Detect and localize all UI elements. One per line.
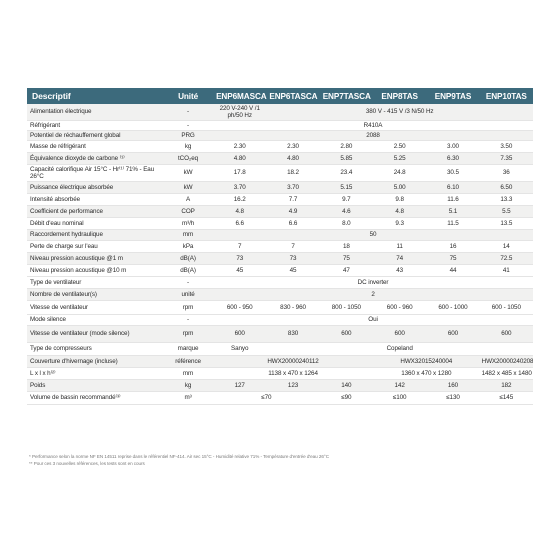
row-value: 182 bbox=[480, 379, 533, 391]
row-value: 4.6 bbox=[320, 205, 373, 217]
row-value: 140 bbox=[320, 379, 373, 391]
row-value: 5.00 bbox=[373, 181, 426, 193]
row-label: Réfrigérant bbox=[27, 120, 163, 130]
row-unit: dB(A) bbox=[163, 252, 213, 264]
row-value: 380 V - 415 V /3 N/50 Hz bbox=[266, 104, 533, 120]
row-value: 14 bbox=[480, 240, 533, 252]
row-value: 127 bbox=[213, 379, 266, 391]
row-value: 830 - 960 bbox=[266, 300, 319, 314]
spec-row bbox=[27, 104, 533, 120]
row-label: Puissance électrique absorbée bbox=[27, 181, 163, 193]
row-label: Poids bbox=[27, 379, 163, 391]
spec-row bbox=[27, 205, 533, 217]
row-value: 4.8 bbox=[373, 205, 426, 217]
row-unit: kg bbox=[163, 140, 213, 152]
row-value: 2.30 bbox=[213, 140, 266, 152]
row-value: 13.5 bbox=[480, 217, 533, 229]
spec-table-body bbox=[27, 104, 533, 404]
spec-row bbox=[27, 164, 533, 181]
spec-row bbox=[27, 140, 533, 152]
row-value: ≤70 bbox=[213, 391, 320, 404]
row-value: 600 bbox=[213, 325, 266, 342]
row-label: Perte de charge sur l'eau bbox=[27, 240, 163, 252]
spec-row bbox=[27, 240, 533, 252]
spec-row bbox=[27, 252, 533, 264]
spec-row bbox=[27, 342, 533, 355]
row-value: 30.5 bbox=[426, 164, 479, 181]
row-unit: kPa bbox=[163, 240, 213, 252]
row-value: 9.8 bbox=[373, 193, 426, 205]
spec-row bbox=[27, 217, 533, 229]
spec-row bbox=[27, 120, 533, 130]
row-value: R410A bbox=[213, 120, 533, 130]
row-value: 2.30 bbox=[266, 140, 319, 152]
row-unit: - bbox=[163, 276, 213, 288]
row-value: 73 bbox=[266, 252, 319, 264]
header-model: ENP8TAS bbox=[373, 88, 426, 104]
row-unit: kg bbox=[163, 379, 213, 391]
row-value: Sanyo bbox=[213, 342, 266, 355]
row-label: Équivalence dioxyde de carbone ⁽¹⁾ bbox=[27, 152, 163, 164]
spec-row bbox=[27, 379, 533, 391]
row-unit: rpm bbox=[163, 325, 213, 342]
row-value: 1138 x 470 x 1264 bbox=[213, 367, 373, 379]
row-label: Mode silence bbox=[27, 314, 163, 325]
row-value: 3.00 bbox=[426, 140, 479, 152]
row-value: 11.6 bbox=[426, 193, 479, 205]
row-value: 45 bbox=[213, 264, 266, 276]
spec-row bbox=[27, 300, 533, 314]
row-value: 600 bbox=[373, 325, 426, 342]
header-model: ENP10TAS bbox=[480, 88, 533, 104]
spec-row bbox=[27, 325, 533, 342]
row-value: 2.80 bbox=[320, 140, 373, 152]
row-value: 8.0 bbox=[320, 217, 373, 229]
row-value: 830 bbox=[266, 325, 319, 342]
row-value: 5.5 bbox=[480, 205, 533, 217]
row-value: 75 bbox=[320, 252, 373, 264]
row-value: 4.8 bbox=[213, 205, 266, 217]
row-label: Niveau pression acoustique @10 m bbox=[27, 264, 163, 276]
row-unit: unité bbox=[163, 288, 213, 300]
row-value: 45 bbox=[266, 264, 319, 276]
row-value: 11.5 bbox=[426, 217, 479, 229]
row-value: ≤100 bbox=[373, 391, 426, 404]
row-value: ≤130 bbox=[426, 391, 479, 404]
row-label: L x l x h⁽²⁾ bbox=[27, 367, 163, 379]
header-model: ENP7TASCA bbox=[320, 88, 373, 104]
spec-row bbox=[27, 276, 533, 288]
row-value: 7 bbox=[266, 240, 319, 252]
footnote: * Performance selon la norme NF EN 14511 reprise dans le référentiel NF-414. Air sec 15°C - Humidité relative 71% - Température d'entrée d'eau 26°C bbox=[29, 454, 329, 459]
row-unit: rpm bbox=[163, 300, 213, 314]
row-value: 220 V-240 V /1 ph/50 Hz bbox=[213, 104, 266, 120]
row-value: 16 bbox=[426, 240, 479, 252]
row-label: Vitesse de ventilateur (mode silence) bbox=[27, 325, 163, 342]
row-unit: kW bbox=[163, 164, 213, 181]
header-model: ENP9TAS bbox=[426, 88, 479, 104]
row-unit: mm bbox=[163, 229, 213, 240]
row-value: 3.50 bbox=[480, 140, 533, 152]
row-label: Potentiel de réchauffement global bbox=[27, 130, 163, 140]
spec-table bbox=[27, 88, 533, 405]
row-value: 9.7 bbox=[320, 193, 373, 205]
row-value: 17.8 bbox=[213, 164, 266, 181]
row-value: 74 bbox=[373, 252, 426, 264]
row-value: HWX32015240004 bbox=[373, 355, 480, 367]
row-value: 4.80 bbox=[213, 152, 266, 164]
row-value: HWX20000240208 bbox=[480, 355, 533, 367]
row-value: ≤90 bbox=[320, 391, 373, 404]
row-value: 7 bbox=[213, 240, 266, 252]
row-label: Intensité absorbée bbox=[27, 193, 163, 205]
row-label: Alimentation électrique bbox=[27, 104, 163, 120]
row-value: 600 - 950 bbox=[213, 300, 266, 314]
row-value: 4.80 bbox=[266, 152, 319, 164]
row-unit: PRG bbox=[163, 130, 213, 140]
row-unit: référence bbox=[163, 355, 213, 367]
row-value: 11 bbox=[373, 240, 426, 252]
footnotes bbox=[29, 453, 529, 467]
row-label: Capacité calorifique Air 15°C - Hr⁽¹⁾ 71% - Eau 26°C bbox=[27, 164, 163, 181]
row-value: 6.50 bbox=[480, 181, 533, 193]
row-label: Vitesse de ventilateur bbox=[27, 300, 163, 314]
row-value: 800 - 1050 bbox=[320, 300, 373, 314]
row-value: ≤145 bbox=[480, 391, 533, 404]
row-value: 75 bbox=[426, 252, 479, 264]
row-value: 23.4 bbox=[320, 164, 373, 181]
row-value: 3.70 bbox=[213, 181, 266, 193]
row-unit: m³ bbox=[163, 391, 213, 404]
row-value: 600 - 1000 bbox=[426, 300, 479, 314]
row-value: 123 bbox=[266, 379, 319, 391]
row-value: 3.70 bbox=[266, 181, 319, 193]
row-value: Oui bbox=[213, 314, 533, 325]
row-value: 9.3 bbox=[373, 217, 426, 229]
row-value: 43 bbox=[373, 264, 426, 276]
header-descriptif: Descriptif bbox=[27, 88, 163, 104]
spec-row bbox=[27, 181, 533, 193]
row-value: 5.25 bbox=[373, 152, 426, 164]
row-value: 160 bbox=[426, 379, 479, 391]
row-value: 47 bbox=[320, 264, 373, 276]
row-value: 4.9 bbox=[266, 205, 319, 217]
row-value: 18 bbox=[320, 240, 373, 252]
row-value: 2088 bbox=[213, 130, 533, 140]
row-value: 13.3 bbox=[480, 193, 533, 205]
footnote: ** Pour ces 3 nouvelles références, les tests sont en cours bbox=[29, 461, 145, 466]
row-unit: kW bbox=[163, 181, 213, 193]
row-label: Débit d'eau nominal bbox=[27, 217, 163, 229]
row-value: 600 - 960 bbox=[373, 300, 426, 314]
row-label: Type de ventilateur bbox=[27, 276, 163, 288]
spec-row bbox=[27, 314, 533, 325]
header-model: ENP6TASCA bbox=[266, 88, 319, 104]
row-value: 5.1 bbox=[426, 205, 479, 217]
row-unit: A bbox=[163, 193, 213, 205]
row-value: 41 bbox=[480, 264, 533, 276]
row-value: 7.35 bbox=[480, 152, 533, 164]
spec-row bbox=[27, 130, 533, 140]
row-value: 6.6 bbox=[213, 217, 266, 229]
row-value: 5.15 bbox=[320, 181, 373, 193]
row-value: Copeland bbox=[266, 342, 533, 355]
row-value: 600 bbox=[320, 325, 373, 342]
spec-row bbox=[27, 264, 533, 276]
row-value: 6.30 bbox=[426, 152, 479, 164]
row-label: Coefficient de performance bbox=[27, 205, 163, 217]
row-label: Raccordement hydraulique bbox=[27, 229, 163, 240]
row-value: DC inverter bbox=[213, 276, 533, 288]
row-unit: marque bbox=[163, 342, 213, 355]
row-unit: tCO₂eq bbox=[163, 152, 213, 164]
spec-table-container bbox=[27, 88, 533, 405]
row-value: 5.85 bbox=[320, 152, 373, 164]
row-value: 600 - 1050 bbox=[480, 300, 533, 314]
spec-row bbox=[27, 355, 533, 367]
spec-row bbox=[27, 288, 533, 300]
row-value: HWX20000240112 bbox=[213, 355, 373, 367]
row-unit: dB(A) bbox=[163, 264, 213, 276]
row-value: 24.8 bbox=[373, 164, 426, 181]
row-value: 142 bbox=[373, 379, 426, 391]
row-value: 36 bbox=[480, 164, 533, 181]
row-value: 7.7 bbox=[266, 193, 319, 205]
row-label: Couverture d'hivernage (incluse) bbox=[27, 355, 163, 367]
row-label: Volume de bassin recommandé⁽³⁾ bbox=[27, 391, 163, 404]
row-unit: - bbox=[163, 120, 213, 130]
row-value: 73 bbox=[213, 252, 266, 264]
header-model: ENP6MASCA bbox=[213, 88, 266, 104]
row-label: Masse de réfrigérant bbox=[27, 140, 163, 152]
header-unite: Unité bbox=[163, 88, 213, 104]
row-unit: COP bbox=[163, 205, 213, 217]
spec-row bbox=[27, 229, 533, 240]
row-value: 6.10 bbox=[426, 181, 479, 193]
header-row bbox=[27, 88, 533, 104]
spec-row bbox=[27, 367, 533, 379]
row-unit: mm bbox=[163, 367, 213, 379]
row-label: Type de compresseurs bbox=[27, 342, 163, 355]
row-value: 1482 x 485 x 1480 bbox=[480, 367, 533, 379]
row-unit: m³/h bbox=[163, 217, 213, 229]
row-value: 44 bbox=[426, 264, 479, 276]
row-value: 600 bbox=[480, 325, 533, 342]
spec-row bbox=[27, 152, 533, 164]
row-value: 2.50 bbox=[373, 140, 426, 152]
row-value: 6.6 bbox=[266, 217, 319, 229]
row-value: 2 bbox=[213, 288, 533, 300]
row-value: 1360 x 470 x 1280 bbox=[373, 367, 480, 379]
row-label: Nombre de ventilateur(s) bbox=[27, 288, 163, 300]
row-value: 50 bbox=[213, 229, 533, 240]
spec-row bbox=[27, 391, 533, 404]
row-value: 72.5 bbox=[480, 252, 533, 264]
row-value: 16.2 bbox=[213, 193, 266, 205]
row-value: 18.2 bbox=[266, 164, 319, 181]
spec-row bbox=[27, 193, 533, 205]
row-value: 600 bbox=[426, 325, 479, 342]
row-unit: - bbox=[163, 104, 213, 120]
row-unit: - bbox=[163, 314, 213, 325]
row-label: Niveau pression acoustique @1 m bbox=[27, 252, 163, 264]
